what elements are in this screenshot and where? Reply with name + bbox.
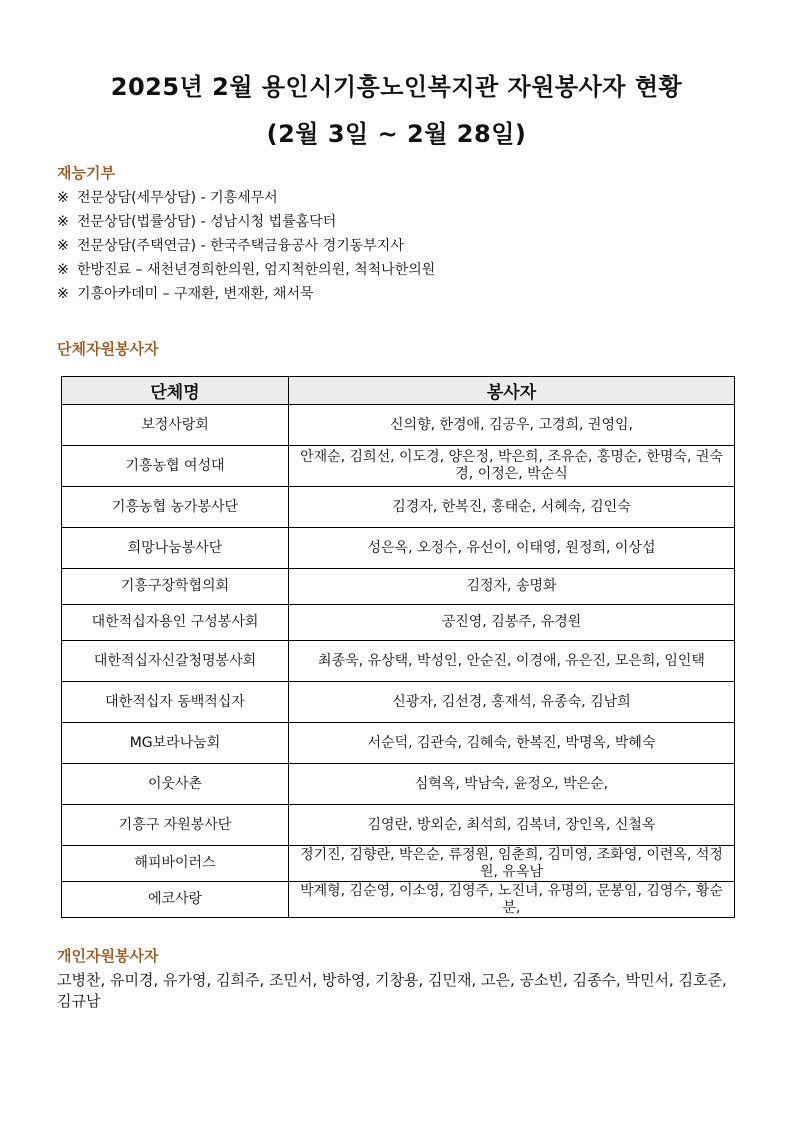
group-name-cell: 보정사랑회 [62, 405, 289, 446]
reference-mark-icon: ※ [57, 286, 69, 302]
reference-mark-icon: ※ [57, 262, 69, 278]
table-row [62, 882, 735, 918]
table-row [62, 446, 735, 487]
table-row [62, 846, 735, 882]
group-name-cell: 기흥농협 농가봉사단 [62, 487, 289, 528]
talent-donation-heading: 재능기부 [57, 164, 115, 182]
reference-mark-icon: ※ [57, 238, 69, 254]
table-row [62, 805, 735, 846]
list-item-text: 한방진료 – 새천년경희한의원, 엄지척한의원, 척척나한의원 [77, 262, 436, 278]
column-header-members: 봉사자 [289, 377, 735, 405]
page-subtitle-period: (2월 3일 ~ 2월 28일) [266, 120, 527, 148]
list-item [57, 282, 435, 306]
individual-volunteers-heading: 개인자원봉사자 [57, 947, 159, 965]
group-volunteers-heading: 단체자원봉사자 [57, 340, 159, 358]
list-item [57, 258, 435, 282]
members-cell: 최종욱, 유상택, 박성인, 안순진, 이경애, 유은진, 모은희, 임인택 [289, 641, 735, 682]
table-row [62, 569, 735, 605]
members-cell: 신광자, 김선경, 홍재석, 유종숙, 김남희 [289, 682, 735, 723]
members-cell: 김영란, 방외순, 최석희, 김복녀, 장인옥, 신철옥 [289, 805, 735, 846]
table-row [62, 682, 735, 723]
group-name-cell: 대한적십자용인 구성봉사회 [62, 605, 289, 641]
members-cell: 공진영, 김봉주, 유경원 [289, 605, 735, 641]
table-row [62, 528, 735, 569]
members-cell: 심혁옥, 박남숙, 윤정오, 박은순, [289, 764, 735, 805]
group-name-cell: 기흥구장학협의회 [62, 569, 289, 605]
list-item [57, 210, 435, 234]
members-cell: 김경자, 한복진, 홍태순, 서혜숙, 김인숙 [289, 487, 735, 528]
table-row [62, 405, 735, 446]
table-header-row [62, 377, 735, 405]
group-name-cell: 이웃사촌 [62, 764, 289, 805]
reference-mark-icon: ※ [57, 190, 69, 206]
list-item-text: 전문상담(세무상담) - 기흥세무서 [77, 190, 278, 206]
table-row [62, 641, 735, 682]
table-row [62, 723, 735, 764]
table-row [62, 487, 735, 528]
list-item [57, 234, 435, 258]
members-cell: 성은옥, 오정수, 유선이, 이태영, 원정희, 이상섭 [289, 528, 735, 569]
group-name-cell: 대한적십자 동백적십자 [62, 682, 289, 723]
talent-donation-list [57, 186, 435, 306]
page-title: 2025년 2월 용인시기흥노인복지관 자원봉사자 현황 [110, 73, 683, 101]
table-row [62, 764, 735, 805]
members-cell: 안재순, 김희선, 이도경, 양은정, 박은희, 조유순, 홍명순, 한명숙, 권숙경, 이정은, 박순식 [289, 446, 735, 487]
group-name-cell: 에코사랑 [62, 882, 289, 918]
list-item-text: 전문상담(법률상담) - 성남시청 법률홈닥터 [77, 214, 337, 230]
group-name-cell: 해피바이러스 [62, 846, 289, 882]
members-cell: 정기진, 김향란, 박은순, 류정원, 임춘희, 김미영, 조화영, 이련옥, 석정원, 유옥남 [289, 846, 735, 882]
members-cell: 김정자, 송명화 [289, 569, 735, 605]
group-volunteers-table [61, 376, 735, 918]
list-item-text: 기흥아카데미 – 구재환, 변재환, 채서묵 [77, 286, 314, 302]
members-cell: 박계형, 김순영, 이소영, 김영주, 노진녀, 유명의, 문봉임, 김영수, 황순분, [289, 882, 735, 918]
group-name-cell: 대한적십자신갈청명봉사회 [62, 641, 289, 682]
group-name-cell: 기흥농협 여성대 [62, 446, 289, 487]
group-name-cell: 희망나눔봉사단 [62, 528, 289, 569]
column-header-group: 단체명 [62, 377, 289, 405]
table-row [62, 605, 735, 641]
members-cell: 서순덕, 김관숙, 김혜숙, 한복진, 박명옥, 박혜숙 [289, 723, 735, 764]
individual-volunteers-names: 고병찬, 유미경, 유가영, 김희주, 조민서, 방하영, 기창용, 김민재, 고은, 공소빈, 김종수, 박민서, 김호준, 김규남 [57, 971, 727, 1010]
group-name-cell: MG보라나눔회 [62, 723, 289, 764]
list-item [57, 186, 435, 210]
list-item-text: 전문상담(주택연금) - 한국주택금융공사 경기동부지사 [77, 238, 404, 254]
group-name-cell: 기흥구 자원봉사단 [62, 805, 289, 846]
members-cell: 신의향, 한경애, 김공우, 고경희, 권영임, [289, 405, 735, 446]
reference-mark-icon: ※ [57, 214, 69, 230]
